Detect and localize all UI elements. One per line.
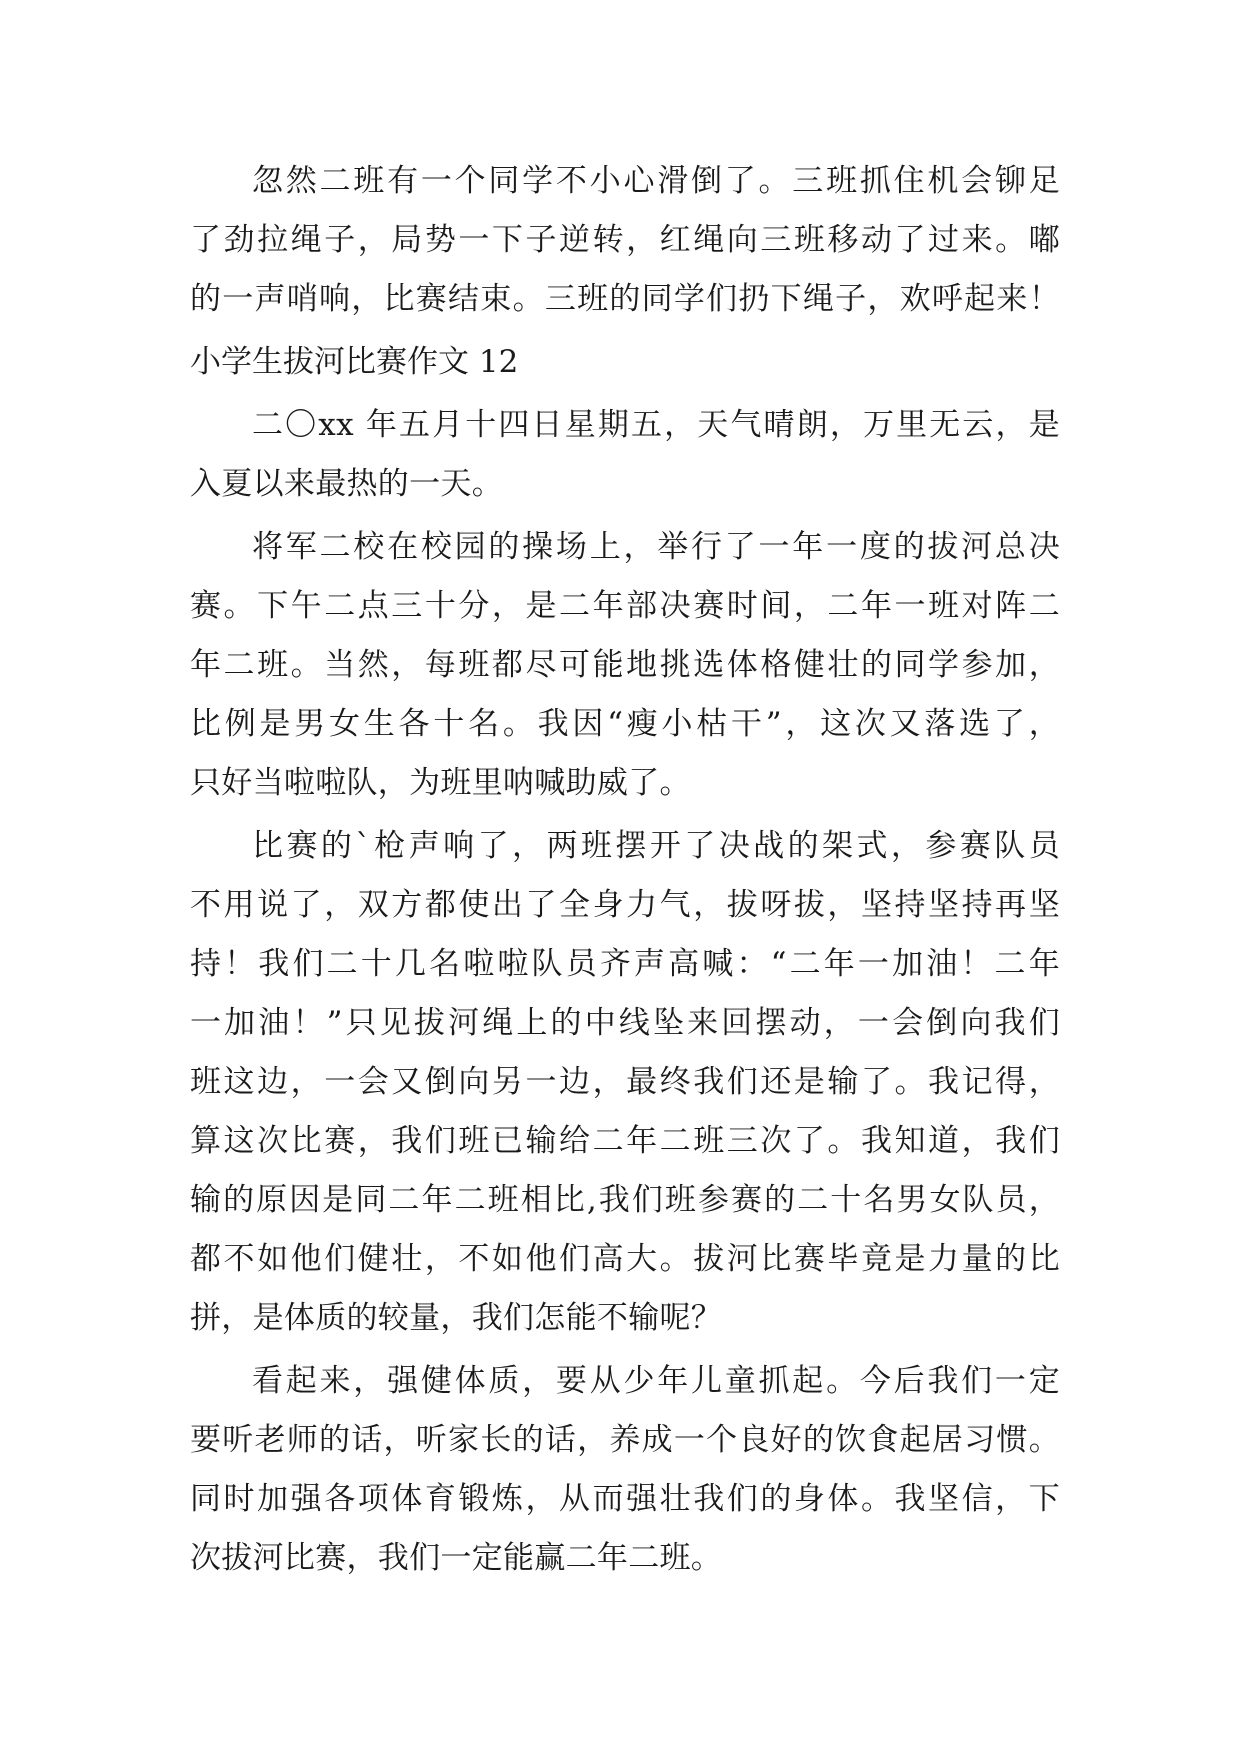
- text-line: 只好当啦啦队，为班里呐喊助威了。: [190, 765, 691, 801]
- text-line: 二〇xx 年五月十四日星期五，天气晴朗，万里无云，是: [252, 407, 1060, 443]
- document-page: [190, 152, 1060, 1592]
- paragraph-1: [190, 152, 1060, 329]
- text-line: 比赛的`枪声响了，两班摆开了决战的架式，参赛队员: [252, 828, 1060, 864]
- text-line: 一加油！”只见拔河绳上的中线坠来回摆动，一会倒向我们: [190, 1005, 1060, 1041]
- text-line: 输的原因是同二年二班相比,我们班参赛的二十名男女队员，: [190, 1182, 1060, 1218]
- text-line: 了劲拉绳子，局势一下子逆转，红绳向三班移动了过来。嘟: [190, 222, 1060, 258]
- paragraph-2: [190, 396, 1060, 514]
- text-line: 入夏以来最热的一天。: [190, 466, 503, 502]
- text-line: 班这边，一会又倒向另一边，最终我们还是输了。我记得，: [190, 1064, 1060, 1100]
- text-line: 年二班。当然，每班都尽可能地挑选体格健壮的同学参加，: [190, 647, 1060, 683]
- text-line: 同时加强各项体育锻炼，从而强壮我们的身体。我坚信，下: [190, 1481, 1060, 1517]
- paragraph-5: [190, 1352, 1060, 1588]
- text-line: 将军二校在校园的操场上，举行了一年一度的拔河总决: [252, 529, 1060, 565]
- text-line: 的一声哨响，比赛结束。三班的同学们扔下绳子，欢呼起来！: [190, 281, 1060, 317]
- text-line: 不用说了，双方都使出了全身力气，拔呀拔，坚持坚持再坚: [190, 887, 1060, 923]
- text-line: 赛。下午二点三十分，是二年部决赛时间，二年一班对阵二: [190, 588, 1060, 624]
- paragraph-3: [190, 518, 1060, 813]
- text-line: 持！我们二十几名啦啦队员齐声高喊：“二年一加油！二年: [190, 946, 1060, 982]
- text-line: 次拔河比赛，我们一定能赢二年二班。: [190, 1540, 723, 1576]
- text-line: 要听老师的话，听家长的话，养成一个良好的饮食起居习惯。: [190, 1422, 1060, 1458]
- essay-heading: 小学生拔河比赛作文 12: [190, 344, 519, 380]
- text-line: 都不如他们健壮，不如他们高大。拔河比赛毕竟是力量的比: [190, 1241, 1060, 1277]
- paragraph-4: [190, 817, 1060, 1348]
- text-line: 看起来，强健体质，要从少年儿童抓起。今后我们一定: [252, 1363, 1060, 1399]
- text-line: 忽然二班有一个同学不小心滑倒了。三班抓住机会铆足: [252, 163, 1060, 199]
- text-line: 比例是男女生各十名。我因“瘦小枯干”，这次又落选了，: [190, 706, 1060, 742]
- text-line: 拼，是体质的较量，我们怎能不输呢？: [190, 1300, 723, 1336]
- text-line: 算这次比赛，我们班已输给二年二班三次了。我知道，我们: [190, 1123, 1060, 1159]
